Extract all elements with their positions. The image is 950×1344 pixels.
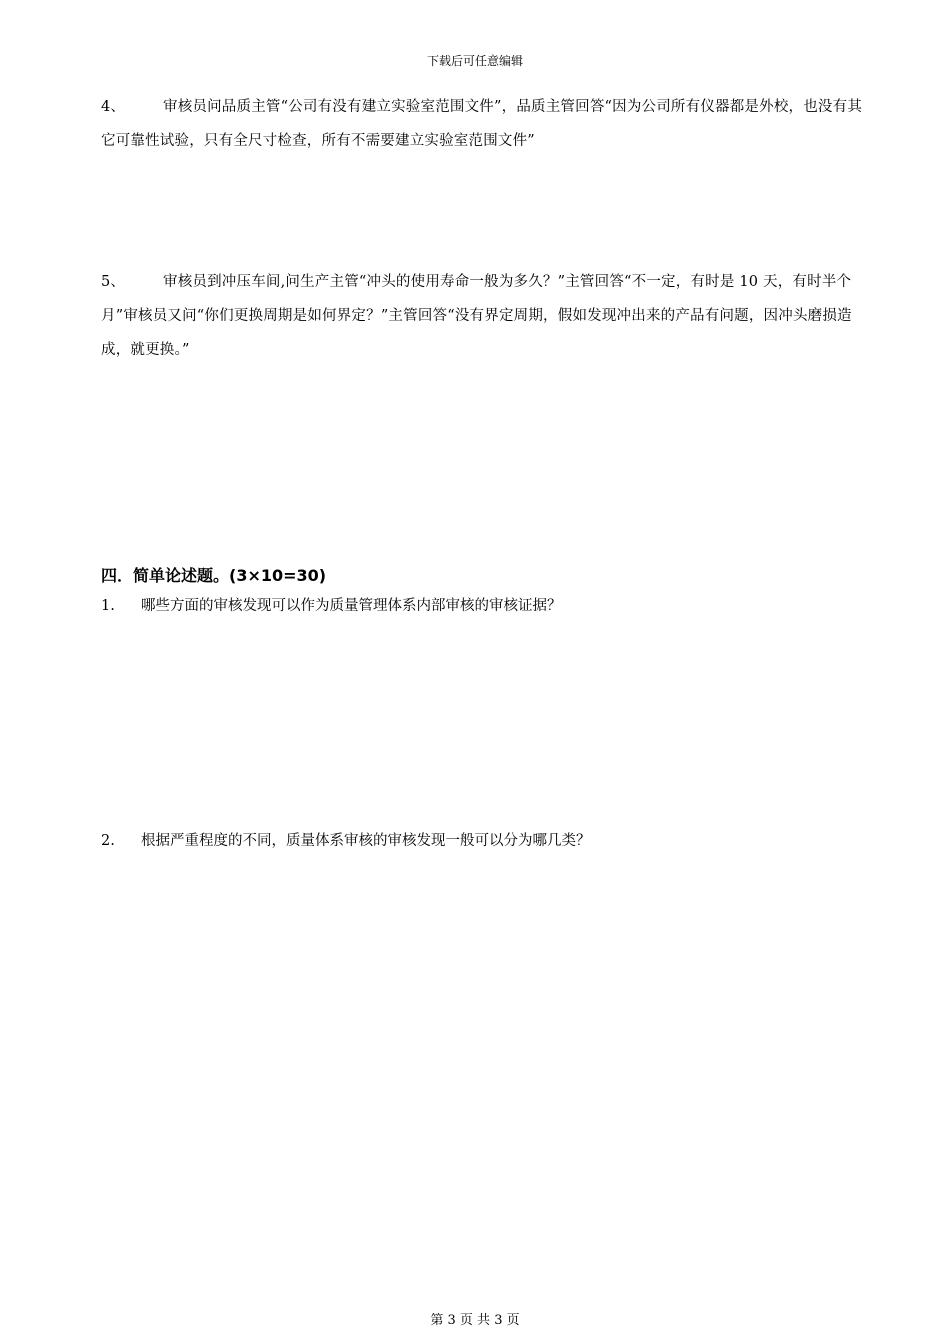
question-number: 5、 (101, 274, 126, 290)
question-number: 4、 (101, 99, 126, 115)
question-text: 审核员问品质主管“公司有没有建立实验室范围文件”，品质主管回答“因为公司所有仪器都是外校，也没有其它可靠性试验，只有全尺寸检查，所有不需要建立实验室范围文件” (101, 99, 863, 149)
essay-question-2 (101, 830, 591, 852)
page-header: 下载后可任意编辑 (426, 54, 523, 68)
question-text: 审核员到冲压车间,问生产主管“冲头的使用寿命一般为多久？”主管回答“不一定，有时是 10 天，有时半个月”审核员又问“你们更换周期是如何界定？”主管回答“没有界定周期，假如发现冲出来的产品有问题，因冲头磨损造成，就更换。” (101, 274, 852, 358)
question-5 (101, 265, 871, 367)
question-4 (101, 90, 871, 158)
essay-question-1 (101, 595, 562, 617)
page-footer: 第 3 页 共 3 页 (430, 1313, 520, 1328)
essay-question-number: 2. (101, 833, 115, 849)
section-title: 四．简单论述题。(3×10=30) (101, 566, 327, 585)
essay-question-text: 哪些方面的审核发现可以作为质量管理体系内部审核的审核证据？ (141, 598, 562, 614)
essay-question-text: 根据严重程度的不同，质量体系审核的审核发现一般可以分为哪几类？ (141, 833, 591, 849)
essay-question-number: 1. (101, 598, 115, 614)
